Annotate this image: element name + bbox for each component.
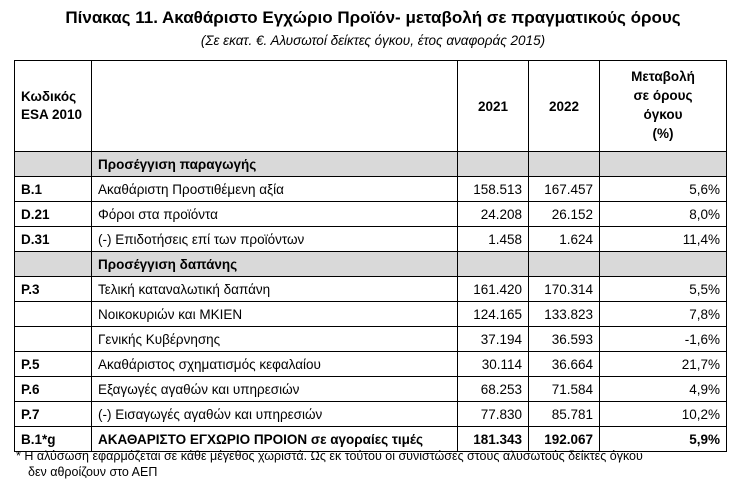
cell-description: (-) Επιδοτήσεις επί των προϊόντων [92, 227, 458, 252]
cell-value-2022: 1.624 [529, 227, 600, 252]
table-row [15, 202, 727, 227]
cell-code [15, 302, 92, 327]
cell-code: P.5 [15, 352, 92, 377]
table-row [15, 352, 727, 377]
cell-code: P.7 [15, 402, 92, 427]
cell-description: Φόροι στα προϊόντα [92, 202, 458, 227]
cell-value-2021: 77.830 [458, 402, 529, 427]
cell-change: 7,8% [600, 302, 727, 327]
cell-description: Τελική καταναλωτική δαπάνη [92, 277, 458, 302]
table-row [15, 327, 727, 352]
table-row [15, 277, 727, 302]
cell-description: Προσέγγιση δαπάνης [92, 252, 458, 277]
cell-code [15, 152, 92, 177]
header-change-line3: όγκου [643, 107, 683, 122]
cell-change: 5,5% [600, 277, 727, 302]
cell-change [600, 252, 727, 277]
gdp-table [14, 60, 727, 452]
cell-description: Νοικοκυριών και ΜΚΙΕΝ [92, 302, 458, 327]
cell-change: 5,9% [600, 427, 727, 452]
cell-value-2022: 36.664 [529, 352, 600, 377]
cell-change: -1,6% [600, 327, 727, 352]
cell-description: Προσέγγιση παραγωγής [92, 152, 458, 177]
footnote-line-2: δεν αθροίζουν στο ΑΕΠ [28, 465, 158, 479]
page-title: Πίνακας 11. Ακαθάριστο Εγχώριο Προϊόν- μεταβολή σε πραγματικούς όρους [65, 8, 681, 27]
cell-description: (-) Εισαγωγές αγαθών και υπηρεσιών [92, 402, 458, 427]
table-row [15, 402, 727, 427]
cell-value-2021: 30.114 [458, 352, 529, 377]
cell-description: Ακαθάριστη Προστιθέμενη αξία [92, 177, 458, 202]
cell-description: ΑΚΑΘΑΡΙΣΤΟ ΕΓΧΩΡΙΟ ΠΡΟΙΟΝ σε αγοραίες τιμές [92, 427, 458, 452]
cell-change: 10,2% [600, 402, 727, 427]
cell-value-2022: 133.823 [529, 302, 600, 327]
cell-code: B.1 [15, 177, 92, 202]
header-change-line1: Μεταβολή [631, 69, 695, 85]
cell-change: 5,6% [600, 177, 727, 202]
table-row [15, 177, 727, 202]
header-description [92, 61, 458, 152]
cell-value-2022: 85.781 [529, 402, 600, 427]
cell-value-2021: 158.513 [458, 177, 529, 202]
header-code [15, 61, 92, 152]
header-change [600, 61, 727, 152]
table-header-row [15, 61, 727, 152]
cell-change: 21,7% [600, 352, 727, 377]
cell-code: B.1*g [15, 427, 92, 452]
cell-value-2022 [529, 252, 600, 277]
header-code-line2: ESA 2010 [21, 107, 83, 122]
table-row [15, 377, 727, 402]
header-code-line1: Κωδικός [21, 88, 77, 104]
cell-value-2022: 26.152 [529, 202, 600, 227]
page-subtitle: (Σε εκατ. €. Αλυσωτοί δείκτες όγκου, έτος αναφοράς 2015) [200, 33, 546, 48]
cell-value-2021: 181.343 [458, 427, 529, 452]
cell-value-2022: 170.314 [529, 277, 600, 302]
cell-change: 8,0% [600, 202, 727, 227]
cell-code: D.21 [15, 202, 92, 227]
cell-code [15, 327, 92, 352]
section-row [15, 252, 727, 277]
cell-value-2021: 161.420 [458, 277, 529, 302]
cell-value-2021 [458, 252, 529, 277]
cell-value-2021: 1.458 [458, 227, 529, 252]
cell-value-2021: 24.208 [458, 202, 529, 227]
cell-value-2021: 37.194 [458, 327, 529, 352]
cell-change: 11,4% [600, 227, 727, 252]
cell-value-2022: 167.457 [529, 177, 600, 202]
cell-description: Γενικής Κυβέρνησης [92, 327, 458, 352]
cell-description: Ακαθάριστος σχηματισμός κεφαλαίου [92, 352, 458, 377]
cell-description: Εξαγωγές αγαθών και υπηρεσιών [92, 377, 458, 402]
table-row [15, 227, 727, 252]
footnote [16, 448, 643, 480]
cell-change: 4,9% [600, 377, 727, 402]
cell-code: D.31 [15, 227, 92, 252]
cell-code [15, 252, 92, 277]
cell-value-2021: 68.253 [458, 377, 529, 402]
cell-change [600, 152, 727, 177]
cell-value-2021: 124.165 [458, 302, 529, 327]
table-row [15, 302, 727, 327]
header-year-2021: 2021 [458, 61, 529, 152]
header-change-line2: σε όρους [633, 88, 693, 104]
header-change-line4: (%) [652, 125, 674, 141]
section-row [15, 152, 727, 177]
cell-value-2022: 192.067 [529, 427, 600, 452]
cell-code: P.3 [15, 277, 92, 302]
table-body [15, 152, 727, 452]
cell-value-2021 [458, 152, 529, 177]
cell-code: P.6 [15, 377, 92, 402]
header-year-2022: 2022 [529, 61, 600, 152]
cell-value-2022 [529, 152, 600, 177]
cell-value-2022: 71.584 [529, 377, 600, 402]
cell-value-2022: 36.593 [529, 327, 600, 352]
footnote-line-1: * Η αλύσωση εφαρμόζεται σε κάθε μέγεθος χωριστά. Ως εκ τούτου οι συνιστώσες στους αλυσωτούς δείκτες όγκου [16, 449, 643, 463]
